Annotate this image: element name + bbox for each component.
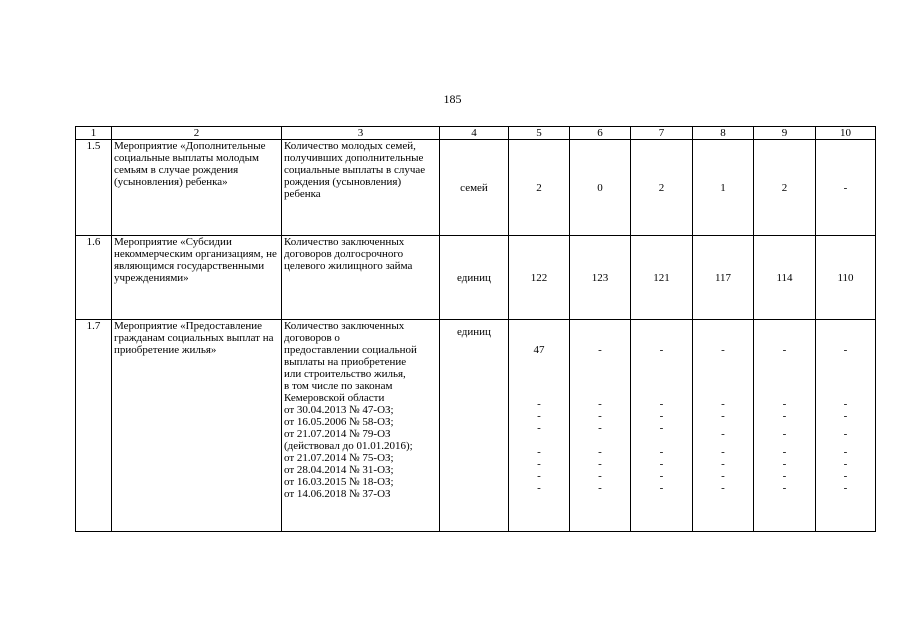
indicator-line: от 14.06.2018 № 37-ОЗ [284, 488, 391, 500]
value-cell: - [721, 470, 725, 482]
indicator-line: от 16.03.2015 № 18-ОЗ; [284, 476, 394, 488]
value-cell: - [782, 458, 787, 470]
indicator-line: Количество заключенных [284, 320, 405, 332]
value-cell: 0 [570, 140, 631, 236]
value-column [631, 320, 693, 532]
indicator-cell: Количество молодых семей, получивших дополнительные социальные выплаты в случае рождения (усыновления) ребенка [282, 140, 440, 236]
measure-cell: Мероприятие «Предоставление гражданам социальных выплат на приобретение жилья» [112, 320, 282, 532]
page-number: 185 [443, 92, 462, 106]
value-cell: - [782, 470, 787, 482]
value-cell: - [659, 458, 664, 470]
value-cell: - [659, 344, 664, 356]
value-cell: - [721, 458, 725, 470]
column-header: 8 [693, 127, 754, 140]
column-header: 9 [754, 127, 816, 140]
value-cell: 47 [533, 344, 545, 356]
value-cell: - [537, 482, 541, 494]
value-cell: - [843, 482, 848, 494]
measure-cell: Мероприятие «Дополнительные социальные выплаты молодым семьям в случае рождения (усыновления) ребенка» [112, 140, 282, 236]
column-header: 1 [76, 127, 112, 140]
column-header: 6 [570, 127, 631, 140]
value-cell: - [598, 344, 602, 356]
table-row [76, 140, 876, 236]
value-cell: - [598, 458, 602, 470]
value-cell: - [659, 470, 664, 482]
value-cell: - [782, 482, 787, 494]
value-cell: - [782, 446, 787, 458]
indicator-line: от 30.04.2013 № 47-ОЗ; [284, 404, 394, 416]
indicator-line: в том числе по законам [284, 380, 393, 392]
value-cell: 121 [631, 236, 693, 320]
value-cell: - [598, 446, 602, 458]
value-cell: 2 [754, 140, 816, 236]
value-cell: - [537, 458, 541, 470]
value-cell: - [659, 422, 664, 434]
value-cell: - [721, 344, 725, 356]
value-cell: 123 [570, 236, 631, 320]
unit-cell [440, 320, 509, 532]
value-cell: - [843, 446, 848, 458]
value-cell: - [721, 410, 725, 422]
value-cell: - [782, 344, 787, 356]
value-cell: - [782, 410, 787, 422]
value-cell: - [843, 344, 848, 356]
value-column [693, 320, 754, 532]
value-cell: - [843, 470, 848, 482]
column-header: 5 [509, 127, 570, 140]
value-cell: 2 [509, 140, 570, 236]
indicators-table [75, 126, 876, 532]
value-cell: - [537, 398, 541, 410]
unit-label: единиц [457, 326, 491, 338]
value-column [509, 320, 570, 532]
table-header-row [76, 127, 876, 140]
value-cell: - [659, 446, 664, 458]
value-cell: - [816, 140, 876, 236]
row-number: 1.5 [76, 140, 112, 236]
value-cell: - [721, 446, 725, 458]
indicator-line: от 21.07.2014 № 75-ОЗ; [284, 452, 394, 464]
indicator-line: договоров о [284, 332, 340, 344]
value-cell: - [721, 482, 725, 494]
indicator-cell [282, 320, 440, 532]
value-cell: - [537, 410, 541, 422]
row-number: 1.7 [76, 320, 112, 532]
value-cell: - [537, 446, 541, 458]
value-cell: - [721, 428, 725, 440]
value-cell: - [598, 470, 602, 482]
value-column [754, 320, 816, 532]
value-cell: - [537, 470, 541, 482]
value-cell: 117 [693, 236, 754, 320]
column-header: 2 [112, 127, 282, 140]
table-row [76, 320, 876, 532]
indicator-line: от 16.05.2006 № 58-ОЗ; [284, 416, 394, 428]
indicator-line: или строительство жилья, [284, 368, 406, 380]
value-cell: - [721, 398, 725, 410]
indicator-line: выплаты на приобретение [284, 356, 407, 368]
unit-cell: семей [440, 140, 509, 236]
indicator-line: (действовал до 01.01.2016); [284, 440, 413, 452]
value-cell: - [843, 428, 848, 440]
value-cell: - [598, 482, 602, 494]
value-cell: - [537, 422, 541, 434]
column-header: 3 [282, 127, 440, 140]
measure-cell: Мероприятие «Субсидии некоммерческим организациям, не являющимся государственными учреждениями» [112, 236, 282, 320]
value-cell: 1 [693, 140, 754, 236]
value-cell: - [598, 422, 602, 434]
value-cell: - [843, 458, 848, 470]
indicator-cell: Количество заключенных договоров долгосрочного целевого жилищного займа [282, 236, 440, 320]
value-cell: - [843, 398, 848, 410]
indicator-line: Кемеровской области [284, 392, 385, 404]
value-cell: - [598, 398, 602, 410]
value-cell: 122 [509, 236, 570, 320]
value-cell: - [659, 398, 664, 410]
value-cell: - [782, 398, 787, 410]
unit-cell: единиц [440, 236, 509, 320]
value-cell: 2 [631, 140, 693, 236]
value-cell: - [659, 482, 664, 494]
column-header: 10 [816, 127, 876, 140]
indicator-line: предоставлении социальной [284, 344, 417, 356]
value-cell: 110 [816, 236, 876, 320]
value-column [570, 320, 631, 532]
value-cell: 114 [754, 236, 816, 320]
value-cell: - [598, 410, 602, 422]
value-cell: - [843, 410, 848, 422]
value-column [816, 320, 876, 532]
indicator-line: от 21.07.2014 № 79-ОЗ [284, 428, 391, 440]
value-cell: - [659, 410, 664, 422]
table-row [76, 236, 876, 320]
indicator-line: от 28.04.2014 № 31-ОЗ; [284, 464, 394, 476]
column-header: 7 [631, 127, 693, 140]
row-number: 1.6 [76, 236, 112, 320]
column-header: 4 [440, 127, 509, 140]
value-cell: - [782, 428, 787, 440]
